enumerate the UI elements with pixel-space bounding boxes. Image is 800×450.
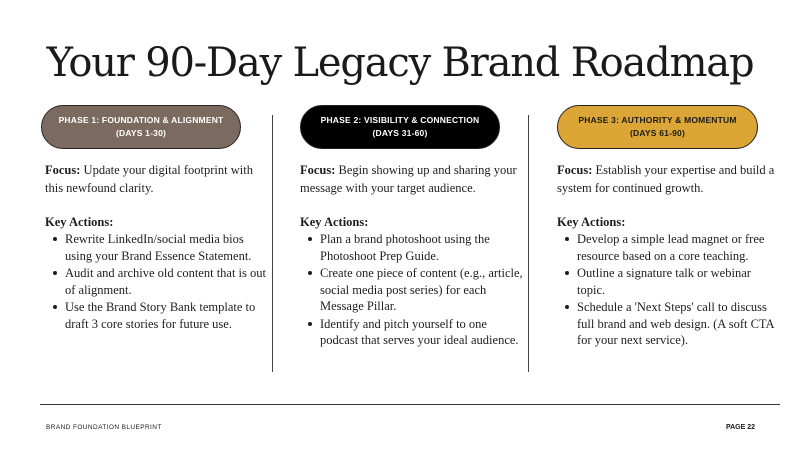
phase-days: (DAYS 31-60): [372, 128, 428, 138]
focus-paragraph: [300, 161, 525, 197]
list-item: Outline a signature talk or webinar topic.: [577, 265, 782, 298]
list-item: Plan a brand photoshoot using the Photoshoot Prep Guide.: [320, 231, 525, 264]
action-list: [557, 231, 782, 349]
phase-days: (DAYS 1-30): [115, 128, 167, 138]
list-item: Audit and archive old content that is out of alignment.: [65, 265, 270, 298]
focus-label: Focus:: [45, 163, 81, 177]
phase-column-2: [300, 105, 525, 350]
focus-label: Focus:: [557, 163, 593, 177]
focus-paragraph: [557, 161, 782, 197]
key-actions-heading: Key Actions:: [300, 215, 369, 229]
focus-text: Establish your expertise and build a system for continued growth.: [557, 163, 775, 195]
phase-days: (DAYS 61-90): [630, 128, 685, 138]
column-divider: [272, 115, 273, 372]
list-item: Develop a simple lead magnet or free resource based on a core teaching.: [577, 231, 782, 264]
action-list: [300, 231, 525, 349]
page-number: PAGE 22: [725, 424, 755, 431]
page-title: Your 90-Day Legacy Brand Roadmap: [46, 40, 754, 86]
list-item: Create one piece of content (e.g., article, social media post series) for each Message Pillar.: [320, 265, 525, 315]
list-item: Schedule a 'Next Steps' call to discuss full brand and web design. (A soft CTA for your next service).: [577, 299, 782, 349]
key-actions-heading: Key Actions:: [557, 215, 626, 229]
footer-document-title: BRAND FOUNDATION BLUEPRINT: [46, 424, 162, 431]
phase-badge-1: [41, 105, 241, 149]
phase-badge-3: [557, 105, 758, 149]
phase-label: PHASE 2: VISIBILITY & CONNECTION: [320, 115, 480, 125]
phase-label: PHASE 3: AUTHORITY & MOMENTUM: [578, 115, 737, 125]
key-actions-heading: Key Actions:: [45, 215, 114, 229]
phase-label: PHASE 1: FOUNDATION & ALIGNMENT: [58, 115, 224, 125]
footer-divider: [40, 404, 780, 405]
list-item: Use the Brand Story Bank template to draft 3 core stories for future use.: [65, 299, 270, 332]
focus-label: Focus:: [300, 163, 336, 177]
phase-column-3: [557, 105, 782, 350]
action-list: [45, 231, 270, 332]
column-divider: [528, 115, 529, 372]
focus-text: Begin showing up and sharing your message with your target audience.: [300, 163, 517, 195]
list-item: Identify and pitch yourself to one podcast that serves your ideal audience.: [320, 316, 525, 349]
phase-badge-2: [300, 105, 500, 149]
focus-paragraph: [45, 161, 270, 197]
focus-text: Update your digital footprint with this newfound clarity.: [45, 163, 253, 195]
phase-column-1: [45, 105, 270, 333]
list-item: Rewrite LinkedIn/social media bios using your Brand Essence Statement.: [65, 231, 270, 264]
